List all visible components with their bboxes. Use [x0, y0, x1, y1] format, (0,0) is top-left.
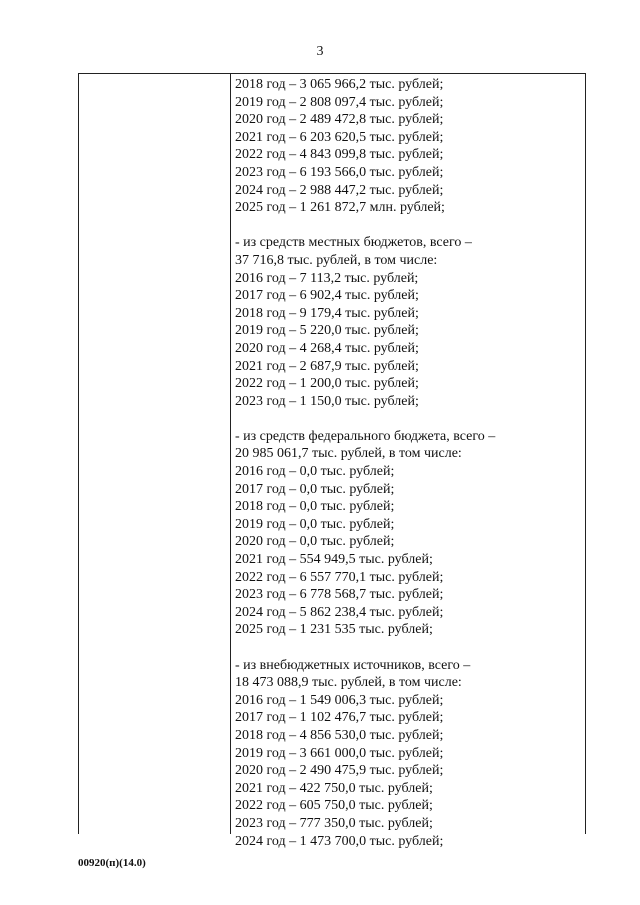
year-amount-line: 2021 год – 2 687,9 тыс. рублей;: [235, 358, 419, 374]
year-amount-line: 2025 год – 1 261 872,7 млн. рублей;: [235, 200, 445, 216]
funding-source-heading: 18 473 088,9 тыс. рублей, в том числе:: [235, 675, 462, 691]
year-amount-line: 2021 год – 6 203 620,5 тыс. рублей;: [235, 129, 444, 145]
block-spacer: [235, 639, 583, 657]
year-amount-line: 2023 год – 6 778 568,7 тыс. рублей;: [235, 587, 444, 603]
table-right-cell: [235, 76, 583, 850]
year-amount-line: 2019 год – 3 661 000,0 тыс. рублей;: [235, 745, 444, 761]
year-amount-line: 2022 год – 605 750,0 тыс. рублей;: [235, 798, 433, 814]
year-amount-line: 2016 год – 1 549 006,3 тыс. рублей;: [235, 692, 444, 708]
year-amount-line: 2020 год – 4 268,4 тыс. рублей;: [235, 340, 419, 356]
year-amount-line: 2019 год – 2 808 097,4 тыс. рублей;: [235, 94, 444, 110]
year-amount-line: 2021 год – 554 949,5 тыс. рублей;: [235, 552, 433, 568]
year-amount-line: 2018 год – 4 856 530,0 тыс. рублей;: [235, 727, 444, 743]
year-amount-line: 2023 год – 777 350,0 тыс. рублей;: [235, 815, 433, 831]
funding-source-heading: - из внебюджетных источников, всего –: [235, 657, 471, 673]
funding-source-heading: 37 716,8 тыс. рублей, в том числе:: [235, 252, 438, 268]
year-amount-line: 2022 год – 4 843 099,8 тыс. рублей;: [235, 147, 444, 163]
year-amount-line: 2017 год – 6 902,4 тыс. рублей;: [235, 288, 419, 304]
year-amount-line: 2018 год – 9 179,4 тыс. рублей;: [235, 305, 419, 321]
year-amount-line: 2023 год – 6 193 566,0 тыс. рублей;: [235, 164, 444, 180]
column-divider: [230, 74, 231, 834]
year-amount-line: 2024 год – 2 988 447,2 тыс. рублей;: [235, 182, 444, 198]
year-amount-line: 2021 год – 422 750,0 тыс. рублей;: [235, 780, 433, 796]
year-amount-line: 2024 год – 1 473 700,0 тыс. рублей;: [235, 833, 444, 849]
document-code: 00920(п)(14.0): [78, 857, 146, 869]
year-amount-line: 2023 год – 1 150,0 тыс. рублей;: [235, 393, 419, 409]
year-amount-line: 2019 год – 0,0 тыс. рублей;: [235, 516, 395, 532]
year-amount-line: 2020 год – 0,0 тыс. рублей;: [235, 534, 395, 550]
year-amount-line: 2016 год – 0,0 тыс. рублей;: [235, 464, 395, 480]
year-amount-line: 2016 год – 7 113,2 тыс. рублей;: [235, 270, 419, 286]
year-amount-line: 2022 год – 6 557 770,1 тыс. рублей;: [235, 569, 444, 585]
year-amount-line: 2020 год – 2 489 472,8 тыс. рублей;: [235, 112, 444, 128]
year-amount-line: 2018 год – 3 065 966,2 тыс. рублей;: [235, 77, 444, 92]
block-spacer: [235, 217, 583, 235]
year-amount-line: 2025 год – 1 231 535 тыс. рублей;: [235, 622, 433, 638]
year-amount-line: 2017 год – 1 102 476,7 тыс. рублей;: [235, 710, 444, 726]
year-amount-line: 2018 год – 0,0 тыс. рублей;: [235, 499, 395, 515]
year-amount-line: 2017 год – 0,0 тыс. рублей;: [235, 481, 395, 497]
year-amount-line: 2020 год – 2 490 475,9 тыс. рублей;: [235, 763, 444, 779]
year-amount-line: 2019 год – 5 220,0 тыс. рублей;: [235, 323, 419, 339]
funding-table: [78, 73, 586, 849]
year-amount-line: 2024 год – 5 862 238,4 тыс. рублей;: [235, 604, 444, 620]
page-number: 3: [316, 44, 324, 59]
block-spacer: [235, 410, 583, 428]
funding-source-heading: - из средств федерального бюджета, всего –: [235, 428, 496, 444]
year-amount-line: 2022 год – 1 200,0 тыс. рублей;: [235, 376, 419, 392]
funding-source-heading: 20 985 061,7 тыс. рублей, в том числе:: [235, 446, 462, 462]
funding-source-heading: - из средств местных бюджетов, всего –: [235, 235, 472, 251]
